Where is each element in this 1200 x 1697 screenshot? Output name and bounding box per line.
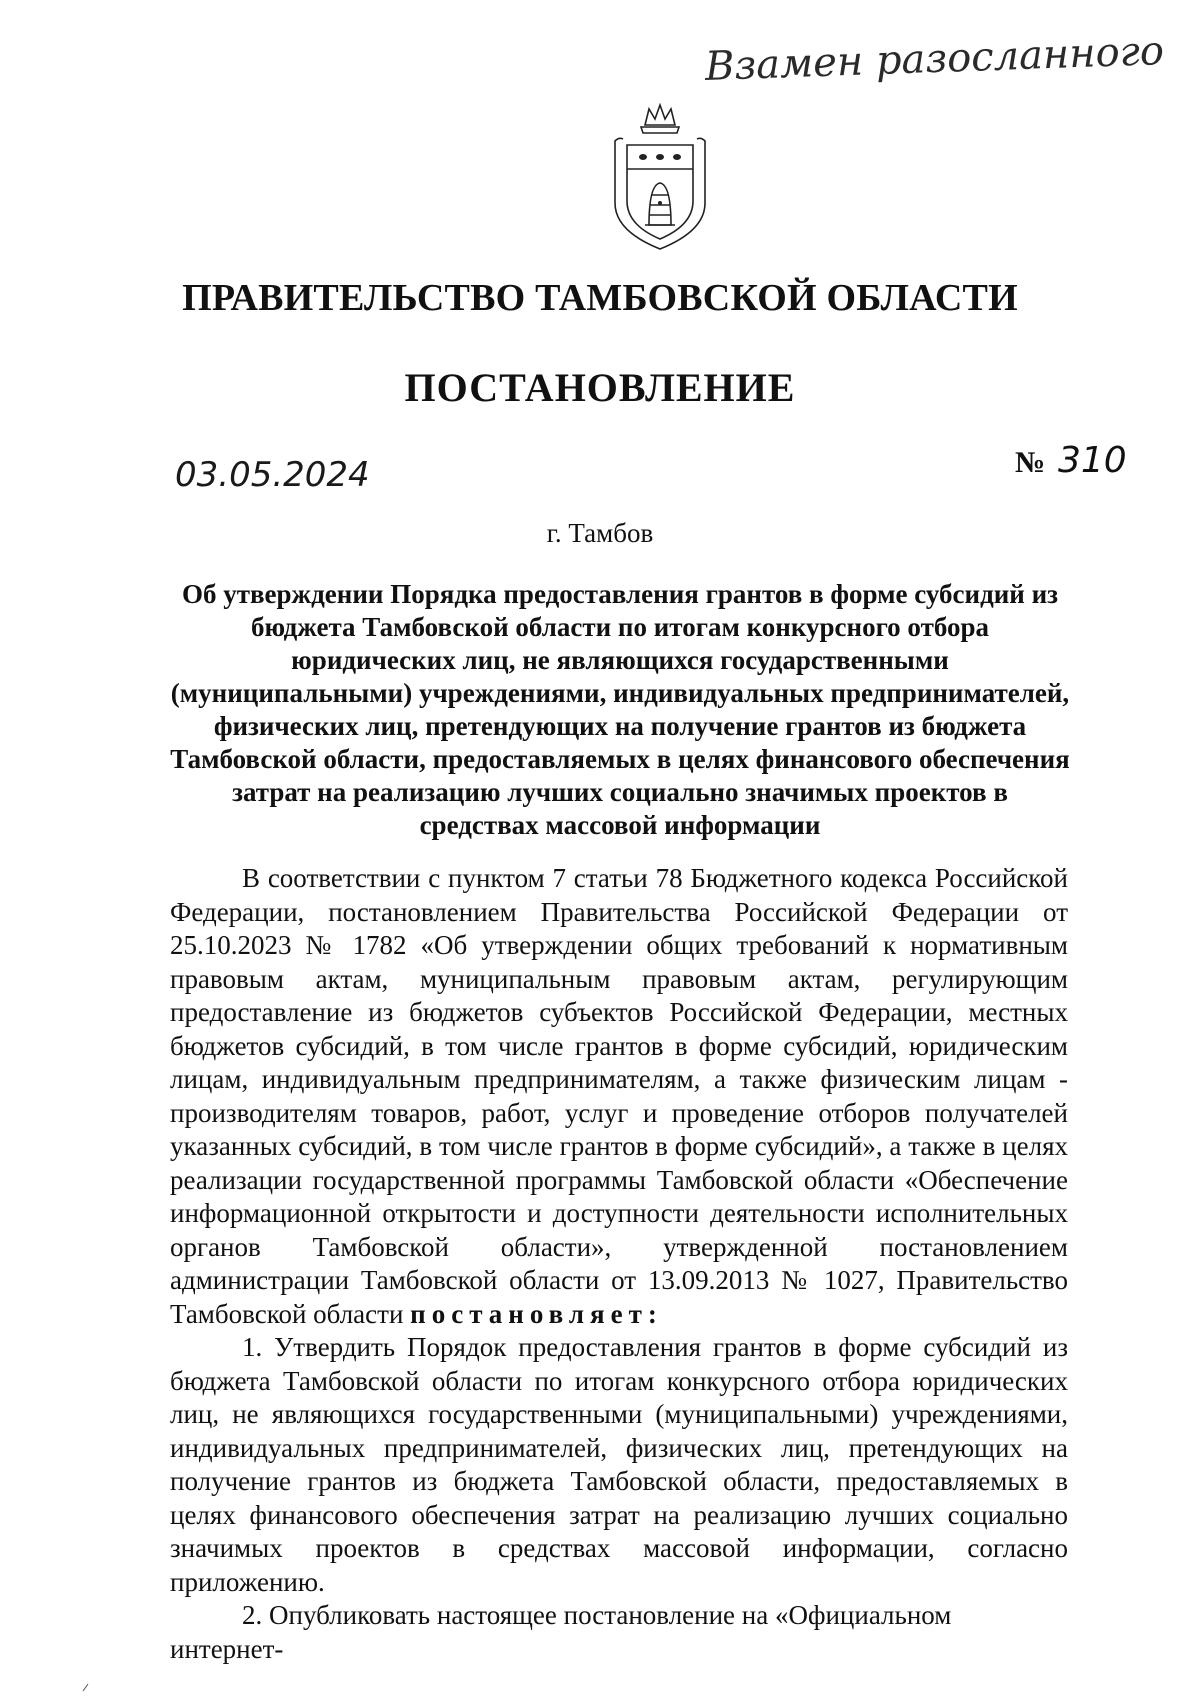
item-2-paragraph: 2. Опубликовать настоящее постановление на «Официальном интернет- — [170, 1600, 952, 1664]
document-number: 310 — [1058, 440, 1127, 481]
document-body — [170, 862, 1068, 1666]
preamble-text: В соответствии с пунктом 7 статьи 78 Бюджетного кодекса Российской Федерации, постановлением Правительства Российской Федерации от 25.10.2023 № 1782 «Об утверждении общих требований к нормативным правовым актам, муниципальным правовым актам, регулирующим предоставление из бюджетов субъектов Российской Федерации, местных бюджетов субсидий, в том числе грантов в форме субсидий, юридическим лицам, индивидуальным предпринимателям, а также физическим лицам - производителям товаров, работ, услуг и проведение отборов получателей указанных субсидий, в том числе грантов в форме субсидий», а также в целях реализации государственной программы Тамбовской области «Обеспечение информационной открытости и доступности деятельности исполнительных органов Тамбовской области», утвержденной постановлением администрации Тамбовской области от 13.09.2013 № 1027, Правительство Тамбовской области — [170, 863, 1068, 1329]
handwritten-note — [700, 22, 1170, 102]
item-1-paragraph: 1. Утвердить Порядок предоставления грантов в форме субсидий из бюджета Тамбовской области по итогам конкурсного отбора юридических лиц, не являющихся государственными (муниципальными) учреждениями, индивидуальных предпринимателей, физических лиц, претендующих на получение грантов из бюджета Тамбовской области, предоставляемых в целях финансового обеспечения затрат на реализацию лучших социально значимых проектов в средствах массовой информации, согласно приложению. — [170, 1332, 1068, 1597]
organization-title: ПРАВИТЕЛЬСТВО ТАМБОВСКОЙ ОБЛАСТИ — [182, 277, 1018, 319]
city: г. Тамбов — [546, 518, 654, 548]
number-label: № — [1015, 446, 1046, 479]
document-type-title: ПОСТАНОВЛЕНИЕ — [404, 365, 796, 410]
coat-of-arms-emblem — [605, 103, 715, 253]
document-subject: Об утверждении Порядка предоставления грантов в форме субсидий из бюджета Тамбовской области по итогам конкурсного отбора юридических лиц, не являющихся государственными (муниципальными) учреждениями, индивидуальных предпринимателей, физических лиц, претендующих на получение грантов из бюджета Тамбовской области, предоставляемых в целях финансового обеспечения затрат на реализацию лучших социально значимых проектов в средствах массовой информации — [170, 579, 1070, 840]
svg-text:Взамен разосланного: Взамен разосланного — [704, 28, 1165, 91]
decree-word: постановляет: — [410, 1298, 663, 1329]
stray-mark — [82, 1682, 90, 1692]
document-date: 03.05.2024 — [175, 455, 370, 495]
preamble-paragraph — [170, 862, 1068, 1331]
